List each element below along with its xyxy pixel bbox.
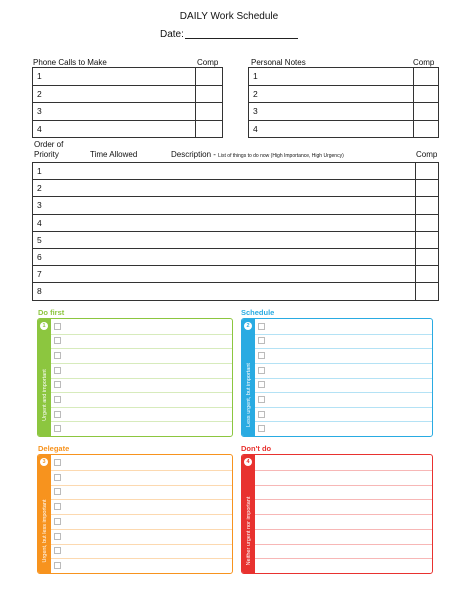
quadrant-side-bar xyxy=(38,319,51,436)
task-checkbox[interactable] xyxy=(54,503,61,510)
task-checkbox[interactable] xyxy=(258,323,265,330)
task-checkbox[interactable] xyxy=(54,352,61,359)
row-number-cell[interactable]: 3 xyxy=(33,197,416,214)
phone-call-row xyxy=(33,85,223,103)
quadrant-line xyxy=(51,529,232,530)
task-row xyxy=(33,214,439,231)
row-number-cell[interactable]: 1 xyxy=(33,68,196,86)
row-number-cell[interactable]: 4 xyxy=(249,120,414,138)
task-row xyxy=(33,163,439,180)
personal-note-row xyxy=(249,68,439,86)
personal-note-row xyxy=(249,85,439,103)
quadrant-title: Schedule xyxy=(241,308,275,317)
comp-checkbox-cell[interactable] xyxy=(196,103,223,121)
phone-call-row xyxy=(33,68,223,86)
quadrant-line xyxy=(255,529,432,530)
comp-checkbox-cell[interactable] xyxy=(414,120,439,138)
comp-checkbox-cell[interactable] xyxy=(416,248,439,265)
quadrant-side-label: Neither urgent nor important xyxy=(246,496,252,566)
comp-checkbox-cell[interactable] xyxy=(416,163,439,180)
row-number-cell[interactable]: 2 xyxy=(33,180,416,197)
row-number-cell[interactable]: 8 xyxy=(33,283,416,300)
task-checkbox[interactable] xyxy=(54,474,61,481)
task-checkbox[interactable] xyxy=(54,459,61,466)
description-title: Description - xyxy=(171,150,219,159)
task-checkbox[interactable] xyxy=(258,396,265,403)
task-checkbox[interactable] xyxy=(54,396,61,403)
task-checkbox[interactable] xyxy=(258,425,265,432)
row-number-cell[interactable]: 6 xyxy=(33,248,416,265)
task-checkbox[interactable] xyxy=(258,367,265,374)
quadrant-line xyxy=(255,407,432,408)
row-number-cell[interactable]: 2 xyxy=(33,85,196,103)
order-of-label: Order of xyxy=(34,140,64,149)
quadrant-box xyxy=(37,454,233,574)
quadrant-line xyxy=(51,514,232,515)
task-row xyxy=(33,231,439,248)
quadrant-line xyxy=(255,470,432,471)
time-allowed-label: Time Allowed xyxy=(90,150,138,159)
comp-checkbox-cell[interactable] xyxy=(416,231,439,248)
quadrant-line xyxy=(51,470,232,471)
phone-call-row xyxy=(33,120,223,138)
description-note: List of things to do now (High Importance, High Urgency) xyxy=(218,153,344,159)
row-number-cell[interactable]: 3 xyxy=(249,103,414,121)
row-number-cell[interactable]: 2 xyxy=(249,85,414,103)
task-checkbox[interactable] xyxy=(54,411,61,418)
task-checkbox[interactable] xyxy=(54,562,61,569)
task-checkbox[interactable] xyxy=(54,518,61,525)
row-number-cell[interactable]: 4 xyxy=(33,214,416,231)
tasks-comp-header: Comp xyxy=(416,150,438,159)
quadrant-line xyxy=(51,334,232,335)
quadrant-line xyxy=(255,334,432,335)
phone-comp-header: Comp xyxy=(197,58,219,67)
task-row xyxy=(33,266,439,283)
quadrant-number-badge: 3 xyxy=(40,458,48,466)
phone-call-row xyxy=(33,103,223,121)
quadrant-side-bar xyxy=(242,455,255,573)
task-checkbox[interactable] xyxy=(54,367,61,374)
row-number-cell[interactable]: 4 xyxy=(33,120,196,138)
row-number-cell[interactable]: 1 xyxy=(249,68,414,86)
task-checkbox[interactable] xyxy=(258,381,265,388)
quadrant-line xyxy=(51,392,232,393)
quadrant-number-badge: 2 xyxy=(244,322,252,330)
quadrant-side-bar xyxy=(242,319,255,436)
quadrant-number-badge: 4 xyxy=(244,458,252,466)
row-number-cell[interactable]: 1 xyxy=(33,163,416,180)
quadrant-line xyxy=(255,363,432,364)
task-checkbox[interactable] xyxy=(54,323,61,330)
quadrant-line xyxy=(255,514,432,515)
quadrant-box xyxy=(37,318,233,437)
row-number-cell[interactable]: 5 xyxy=(33,231,416,248)
phone-calls-header: Phone Calls to Make xyxy=(33,58,107,67)
comp-checkbox-cell[interactable] xyxy=(416,180,439,197)
task-row xyxy=(33,283,439,300)
quadrant-side-bar xyxy=(38,455,51,573)
task-checkbox[interactable] xyxy=(258,411,265,418)
comp-checkbox-cell[interactable] xyxy=(416,266,439,283)
quadrant-line xyxy=(51,421,232,422)
page-title: DAILY Work Schedule xyxy=(179,11,279,22)
quadrant-box xyxy=(241,318,433,437)
quadrant-line xyxy=(51,407,232,408)
comp-checkbox-cell[interactable] xyxy=(414,103,439,121)
quadrant-line xyxy=(51,485,232,486)
quadrant-line xyxy=(255,348,432,349)
task-checkbox[interactable] xyxy=(54,337,61,344)
task-checkbox[interactable] xyxy=(54,381,61,388)
description-label xyxy=(171,150,344,159)
comp-checkbox-cell[interactable] xyxy=(414,68,439,86)
notes-comp-header: Comp xyxy=(413,58,435,67)
quadrant-line xyxy=(51,544,232,545)
comp-checkbox-cell[interactable] xyxy=(196,85,223,103)
personal-note-row xyxy=(249,103,439,121)
comp-checkbox-cell[interactable] xyxy=(414,85,439,103)
quadrant-line xyxy=(51,499,232,500)
date-field[interactable] xyxy=(185,38,298,39)
comp-checkbox-cell[interactable] xyxy=(196,120,223,138)
date-label: Date: xyxy=(160,29,184,40)
comp-checkbox-cell[interactable] xyxy=(416,214,439,231)
quadrant-line xyxy=(51,363,232,364)
quadrant-title: Delegate xyxy=(38,444,70,453)
task-checkbox[interactable] xyxy=(258,337,265,344)
task-row xyxy=(33,248,439,265)
quadrant-line xyxy=(255,558,432,559)
row-number-cell[interactable]: 3 xyxy=(33,103,196,121)
quadrant-box xyxy=(241,454,433,574)
quadrant-line xyxy=(255,499,432,500)
quadrant-line xyxy=(51,558,232,559)
quadrant-number-badge: 1 xyxy=(40,322,48,330)
quadrant-line xyxy=(255,421,432,422)
task-row xyxy=(33,197,439,214)
priority-label: Priority xyxy=(34,150,59,159)
quadrant-side-label: Urgent, but less important xyxy=(42,499,48,563)
personal-notes-table xyxy=(248,67,439,138)
quadrant-line xyxy=(255,544,432,545)
quadrant-line xyxy=(255,378,432,379)
phone-calls-table xyxy=(32,67,223,138)
tasks-table xyxy=(32,162,439,301)
task-checkbox[interactable] xyxy=(54,488,61,495)
comp-checkbox-cell[interactable] xyxy=(416,197,439,214)
quadrant-side-label: Less urgent, but important xyxy=(246,362,252,427)
comp-checkbox-cell[interactable] xyxy=(196,68,223,86)
quadrant-line xyxy=(255,485,432,486)
personal-note-row xyxy=(249,120,439,138)
task-checkbox[interactable] xyxy=(54,547,61,554)
task-row xyxy=(33,180,439,197)
task-checkbox[interactable] xyxy=(258,352,265,359)
quadrant-side-label: Urgent and important xyxy=(42,368,48,421)
task-checkbox[interactable] xyxy=(54,425,61,432)
quadrant-line xyxy=(51,348,232,349)
quadrant-title: Don't do xyxy=(241,444,272,453)
personal-notes-header: Personal Notes xyxy=(251,58,306,67)
quadrant-line xyxy=(51,378,232,379)
quadrant-line xyxy=(255,392,432,393)
row-number-cell[interactable]: 7 xyxy=(33,266,416,283)
task-checkbox[interactable] xyxy=(54,533,61,540)
quadrant-title: Do first xyxy=(38,308,65,317)
comp-checkbox-cell[interactable] xyxy=(416,283,439,300)
